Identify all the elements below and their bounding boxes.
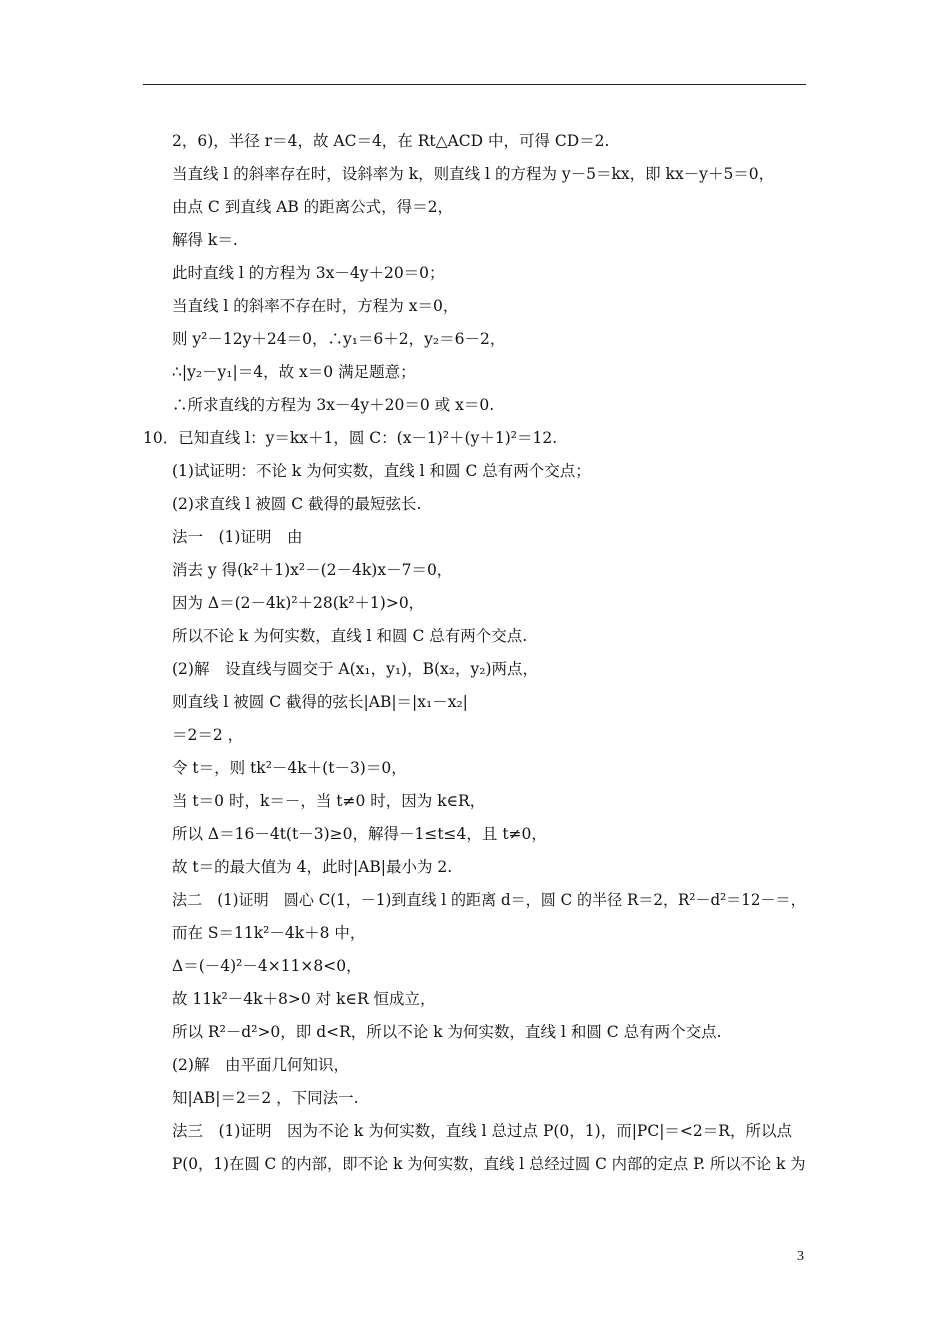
text-line: 此时直线 l 的方程为 3x－4y＋20＝0； [172, 264, 445, 282]
page-number: 3 [797, 1249, 804, 1264]
text-line: 知|AB|＝2＝2 ，下同法一. [172, 1089, 359, 1107]
text-line: 法一 (1)证明 由 [172, 528, 303, 546]
text-line: (2)解 由平面几何知识， [172, 1056, 349, 1074]
text-line: 消去 y 得(k²＋1)x²－(2－4k)x－7＝0， [172, 561, 453, 579]
text-line: (2)解 设直线与圆交于 A(x₁，y₁)，B(x₂，y₂)两点， [172, 660, 539, 678]
text-line: 法二 (1)证明 圆心 C(1，－1)到直线 l 的距离 d＝，圆 C 的半径 R＝2，R²－d²＝12－＝， [172, 891, 806, 909]
text-line: 所以不论 k 为何实数，直线 l 和圆 C 总有两个交点. [172, 627, 528, 645]
text-line: 则 y²－12y＋24＝0，∴y₁＝6＋2，y₂＝6－2， [172, 330, 506, 348]
text-line: 当 t＝0 时，k＝－，当 t≠0 时，因为 k∈R， [172, 792, 486, 810]
text-line: 故 t＝的最大值为 4，此时|AB|最小为 2. [172, 858, 453, 876]
text-line: 法三 (1)证明 因为不论 k 为何实数，直线 l 总过点 P(0，1)，而|PC|＝<2＝R，所以点 [172, 1122, 792, 1140]
text-line: 则直线 l 被圆 C 截得的弦长|AB|＝|x₁－x₂| [172, 693, 468, 711]
text-line: 当直线 l 的斜率存在时，设斜率为 k，则直线 l 的方程为 y－5＝kx，即 kx－y＋5＝0， [172, 165, 775, 183]
text-line: ∴所求直线的方程为 3x－4y＋20＝0 或 x＝0. [172, 396, 495, 414]
text-line: P(0，1)在圆 C 的内部，即不论 k 为何实数，直线 l 总经过圆 C 内部的定点 P. 所以不论 k 为 [172, 1155, 806, 1173]
text-line: Δ＝(－4)²－4×11×8<0， [172, 957, 362, 975]
text-line: 令 t＝，则 tk²－4k＋(t－3)＝0， [172, 759, 407, 777]
text-line: 所以 R²－d²>0，即 d<R，所以不论 k 为何实数，直线 l 和圆 C 总有两个交点. [172, 1023, 722, 1041]
text-line: (2)求直线 l 被圆 C 截得的最短弦长. [172, 495, 422, 513]
text-line: (1)试证明：不论 k 为何实数，直线 l 和圆 C 总有两个交点； [172, 462, 591, 480]
text-line: 故 11k²－4k＋8>0 对 k∈R 恒成立， [172, 990, 436, 1008]
text-line: 解得 k＝. [172, 231, 238, 249]
text-line: 当直线 l 的斜率不存在时，方程为 x＝0， [172, 297, 459, 315]
text-line: 而在 S＝11k²－4k＋8 中， [172, 924, 366, 942]
text-line: 2，6)，半径 r＝4，故 AC＝4，在 Rt△ACD 中，可得 CD＝2. [172, 132, 610, 150]
header-rule [143, 84, 806, 85]
text-line: 因为 Δ＝(2－4k)²＋28(k²＋1)>0， [172, 594, 425, 612]
text-line: 所以 Δ＝16－4t(t－3)≥0，解得－1≤t≤4，且 t≠0， [172, 825, 547, 843]
text-line: 由点 C 到直线 AB 的距离公式，得＝2， [172, 198, 454, 216]
text-line: ＝2＝2 ， [172, 726, 244, 744]
problem-heading: 10．已知直线 l：y＝kx＋1，圆 C：(x－1)²＋(y＋1)²＝12. [143, 429, 558, 447]
text-line: ∴|y₂－y₁|＝4，故 x＝0 满足题意； [172, 363, 416, 381]
